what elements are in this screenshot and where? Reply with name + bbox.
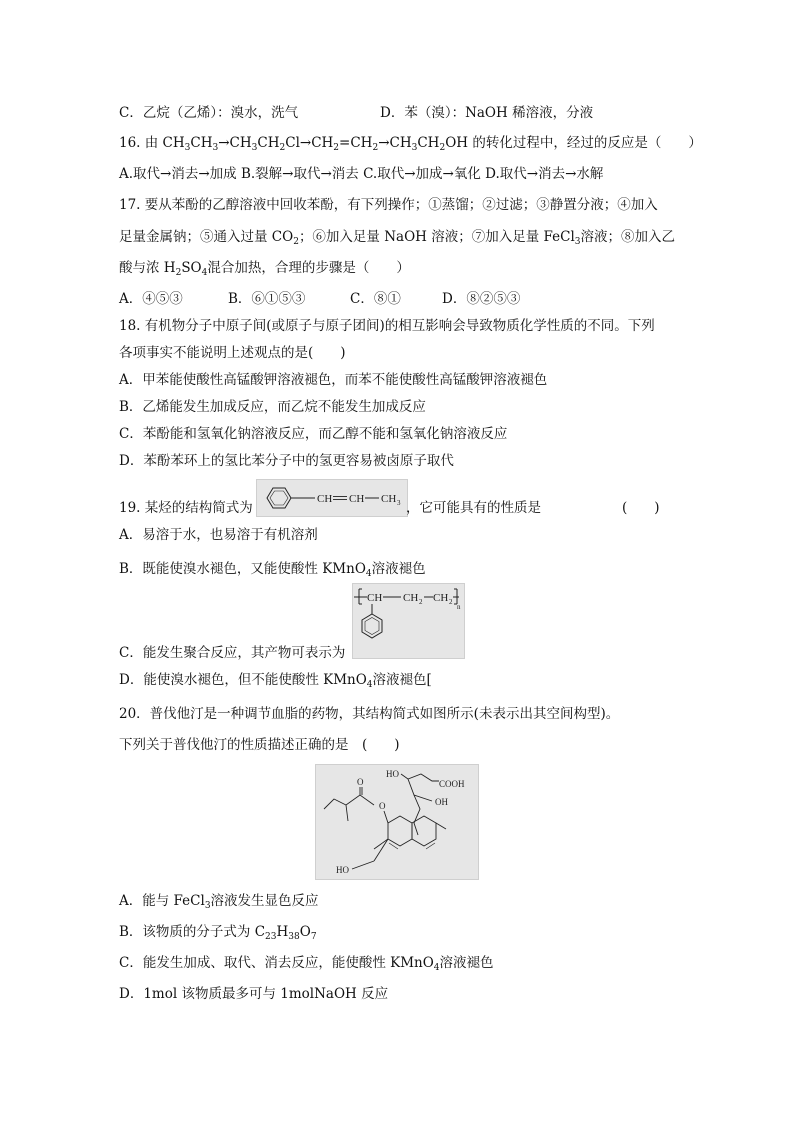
q19-poly-sub2a: 2 <box>419 598 423 606</box>
q19-fig-sub3: 3 <box>397 499 401 507</box>
q15-option-c: C．乙烷（乙烯）：溴水，洗气 <box>119 105 299 121</box>
q19-poly-ch: CH <box>367 592 383 604</box>
q19-polymer-figure <box>352 583 465 659</box>
q20-fig-ho2: HO <box>336 865 349 875</box>
q18-stem-line1: 18. 有机物分子中原子间(或原子与原子团间)的相互影响会导致物质化学性质的不同。下列 <box>119 318 655 334</box>
q19-option-b: B．既能使溴水褪色，又能使酸性 KMnO$_4$溶液褪色 <box>119 561 426 579</box>
q19-fig-ch1: CH <box>317 493 333 505</box>
q20-stem-line2: 下列关于普伐他汀的性质描述正确的是 ( ) <box>119 737 400 753</box>
q20-fig-o1: O <box>357 777 364 787</box>
q18-option-d: D．苯酚苯环上的氢比苯分子中的氢更容易被卤原子取代 <box>119 453 454 469</box>
q20-fig-o2: O <box>379 801 386 811</box>
q19-option-d: D．能使溴水褪色，但不能使酸性 KMnO$_4$溶液褪色[ <box>119 672 432 690</box>
q17-option-c: C．⑧① <box>350 291 401 307</box>
q20-option-c: C．能发生加成、取代、消去反应，能使酸性 KMnO$_4$溶液褪色 <box>119 955 494 973</box>
q20-stem-line1: 20．普伐他汀是一种调节血脂的药物，其结构简式如图所示(未表示出其空间构型)。 <box>119 706 620 722</box>
q17-option-b: B．⑥①⑤③ <box>228 291 306 307</box>
q17-stem-line2: 足量金属钠；⑤通入过量 $CO_2$；⑥加入足量 NaOH 溶液；⑦加入足量 FeCl$_3$溶液；⑧加入乙 <box>119 229 676 247</box>
q18-stem-line2: 各项事实不能说明上述观点的是( ) <box>119 345 346 361</box>
q17-stem-line1: 17. 要从苯酚的乙醇溶液中回收苯酚，有下列操作；①蒸馏；②过滤；③静置分液；④加入 <box>119 197 658 213</box>
q19-answer-paren: ( ) <box>622 500 660 516</box>
q17-stem-line3: 酸与浓 $H_2SO_4$混合加热，合理的步骤是（ ） <box>119 260 410 278</box>
q20-option-a: A．能与 FeCl$_3$溶液发生显色反应 <box>119 893 319 911</box>
q19-stem-a: 19. 某烃的结构简式为 <box>119 500 253 516</box>
q18-option-b: B．乙烯能发生加成反应，而乙烷不能发生加成反应 <box>119 399 426 415</box>
q19-fig-ch2: CH <box>349 493 365 505</box>
q17-option-d: D．⑧②⑤③ <box>442 291 521 307</box>
q18-option-a: A．甲苯能使酸性高锰酸钾溶液褪色，而苯不能使酸性高锰酸钾溶液褪色 <box>119 372 548 388</box>
q16-stem: 16. 由 $CH_3CH_3\to CH_3CH_2Cl\to CH_2=CH_2\to CH_3CH_2OH$ 的转化过程中，经过的反应是（ ） <box>119 135 702 153</box>
q17-option-a: A．④⑤③ <box>119 291 183 307</box>
q19-poly-ch2b: CH <box>433 592 449 604</box>
q19-poly-n: n <box>457 603 461 611</box>
q20-option-b: B．该物质的分子式为 $C_{23}H_{38}O_7$ <box>119 924 317 942</box>
q20-fig-ho1: HO <box>386 769 399 779</box>
q19-fig-ch3: CH <box>381 493 397 505</box>
q20-fig-cooh: COOH <box>439 779 465 789</box>
q19-poly-sub2b: 2 <box>449 598 453 606</box>
q18-option-c: C．苯酚能和氢氧化钠溶液反应，而乙醇不能和氢氧化钠溶液反应 <box>119 426 508 442</box>
q19-poly-ch2a: CH <box>403 592 419 604</box>
q15-option-d: D．苯（溴）：NaOH 稀溶液，分液 <box>380 105 594 121</box>
q19-option-a: A．易溶于水，也易溶于有机溶剂 <box>119 527 318 543</box>
q19-stem-b: ，它可能具有的性质是 <box>406 500 541 516</box>
q16-options: A.取代→消去→加成 B.裂解→取代→消去 C.取代→加成→氧化 D.取代→消去→水解 <box>119 166 604 182</box>
q19-option-c: C．能发生聚合反应，其产物可表示为 <box>119 645 346 661</box>
q19-structure-figure <box>256 479 408 517</box>
q20-structure-figure <box>315 764 479 880</box>
q20-option-d: D．1mol 该物质最多可与 1molNaOH 反应 <box>119 986 389 1002</box>
q20-fig-oh: OH <box>435 797 448 807</box>
